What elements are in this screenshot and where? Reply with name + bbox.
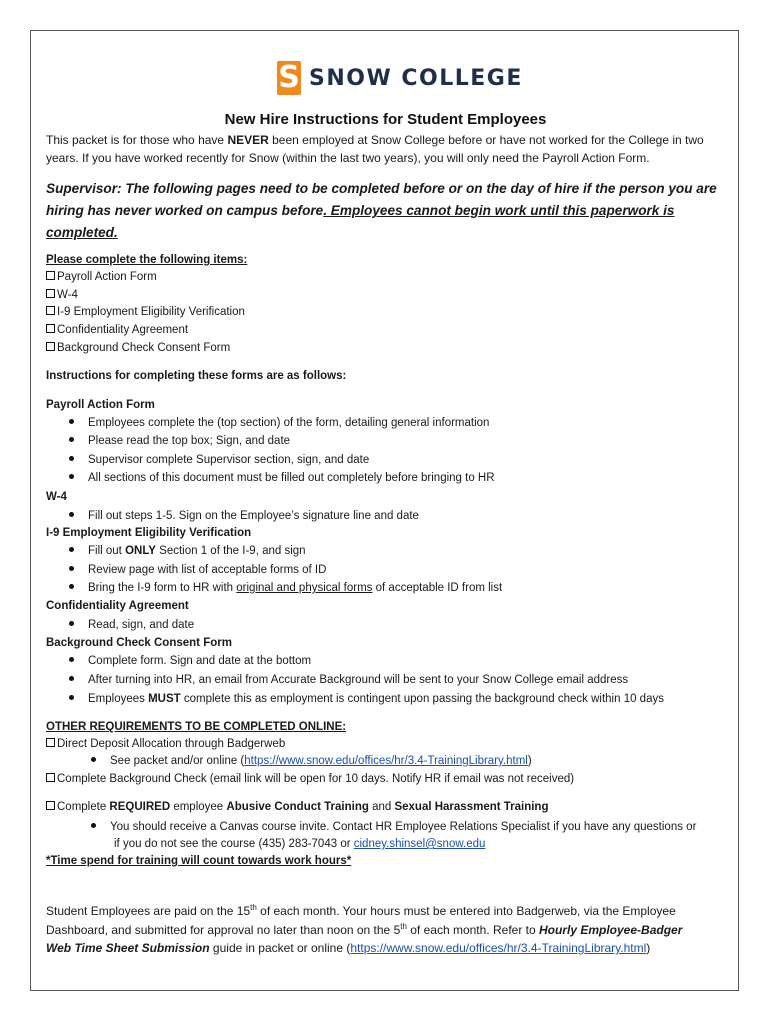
training-note: *Time spend for training will count towards work hours* [46,855,352,867]
bullet-icon [69,474,74,479]
list-item-continuation: if you do not see the course (435) 283-7043 or cidney.shinsel@snow.edu [114,838,486,850]
checklist-item[interactable]: Complete Background Check (email link will be open for 10 days. Notify HR if email was not received) [46,773,574,785]
list-item: Fill out steps 1-5. Sign on the Employee’s signature line and date [69,510,419,522]
confidentiality-heading: Confidentiality Agreement [46,600,189,612]
list-item: All sections of this document must be filled out completely before bringing to HR [69,472,495,484]
checklist-item[interactable]: Direct Deposit Allocation through Badgerweb [46,738,285,750]
list-item: Please read the top box; Sign, and date [69,435,290,447]
pay-line: Web Time Sheet Submission guide in packet or online (https://www.snow.edu/offices/hr/3.4-TrainingLibrary.html) [46,941,651,955]
bullet-icon [69,547,74,552]
bullet-icon [69,419,74,424]
list-item: Review page with list of acceptable forms of ID [69,564,326,576]
document-page [30,30,739,991]
list-item: See packet and/or online (https://www.snow.edu/offices/hr/3.4-TrainingLibrary.html) [91,755,532,767]
w4-heading: W-4 [46,491,67,503]
bullet-icon [69,437,74,442]
logo-mark: S [278,60,300,95]
checklist-item[interactable]: I-9 Employment Eligibility Verification [46,306,245,318]
list-item: Bring the I-9 form to HR with original and physical forms of acceptable ID from list [69,582,502,594]
background-heading: Background Check Consent Form [46,637,232,649]
list-item: Employees complete the (top section) of the form, detailing general information [69,417,489,429]
bullet-icon [91,823,96,828]
instructions-heading: Instructions for completing these forms are as follows: [46,370,347,382]
list-item: Complete form. Sign and date at the bottom [69,655,311,667]
bullet-icon [69,566,74,571]
email-link[interactable]: cidney.shinsel@snow.edu [353,838,486,850]
checkbox-icon[interactable] [46,801,55,810]
checkbox-icon[interactable] [46,271,55,280]
bullet-icon [69,512,74,517]
list-item: After turning into HR, an email from Accurate Background will be sent to your Snow College email address [69,674,628,686]
i9-heading: I-9 Employment Eligibility Verification [46,527,252,539]
checklist-item[interactable]: Complete REQUIRED employee Abusive Conduct Training and Sexual Harassment Training [46,801,549,813]
list-item: Fill out ONLY Section 1 of the I-9, and sign [69,545,306,557]
checkbox-icon[interactable] [46,324,55,333]
checkbox-icon[interactable] [46,342,55,351]
list-item: Employees MUST complete this as employment is contingent upon passing the background check within 10 days [69,693,664,705]
payroll-heading: Payroll Action Form [46,399,155,411]
pay-line: Dashboard, and submitted for approval no later than noon on the 5th of each month. Refer to Hourly Employee-Badger [46,922,683,937]
checklist-item[interactable]: Confidentiality Agreement [46,324,188,336]
checkbox-icon[interactable] [46,289,55,298]
logo-text: SNOW COLLEGE [309,65,523,91]
bullet-icon [69,657,74,662]
checklist-item[interactable]: W-4 [46,289,78,301]
checklist-item[interactable]: Payroll Action Form [46,271,157,283]
training-library-link[interactable]: https://www.snow.edu/offices/hr/3.4-TrainingLibrary.html [350,941,647,955]
snow-college-logo [277,60,523,96]
checkbox-icon[interactable] [46,738,55,747]
checkbox-icon[interactable] [46,773,55,782]
pay-line: Student Employees are paid on the 15th of each month. Your hours must be entered into Badgerweb, via the Employee [46,903,676,918]
bullet-icon [69,584,74,589]
supervisor-notice: Supervisor: The following pages need to be completed before or on the day of hire if the person you are hiring has never worked on campus before. Employees cannot begin work until this paperwork is completed. [46,181,717,240]
bullet-icon [91,757,96,762]
checklist-heading: Please complete the following items: [46,254,248,266]
bullet-icon [69,695,74,700]
list-item: You should receive a Canvas course invite. Contact HR Employee Relations Specialist if you have any questions or [91,821,696,833]
training-library-link[interactable]: https://www.snow.edu/offices/hr/3.4-TrainingLibrary.html [244,755,528,767]
online-heading: OTHER REQUIREMENTS TO BE COMPLETED ONLINE: [46,721,347,733]
bullet-icon [69,456,74,461]
bullet-icon [69,621,74,626]
bullet-icon [69,676,74,681]
checkbox-icon[interactable] [46,306,55,315]
list-item: Read, sign, and date [69,619,194,631]
checklist-item[interactable]: Background Check Consent Form [46,342,230,354]
list-item: Supervisor complete Supervisor section, sign, and date [69,454,369,466]
page-title: New Hire Instructions for Student Employees [224,111,547,128]
intro-paragraph: This packet is for those who have NEVER been employed at Snow College before or have not worked for the College in two years. If you have worked recently for Snow (within the last two years), you will only need the Payroll Action Form. [46,133,704,165]
